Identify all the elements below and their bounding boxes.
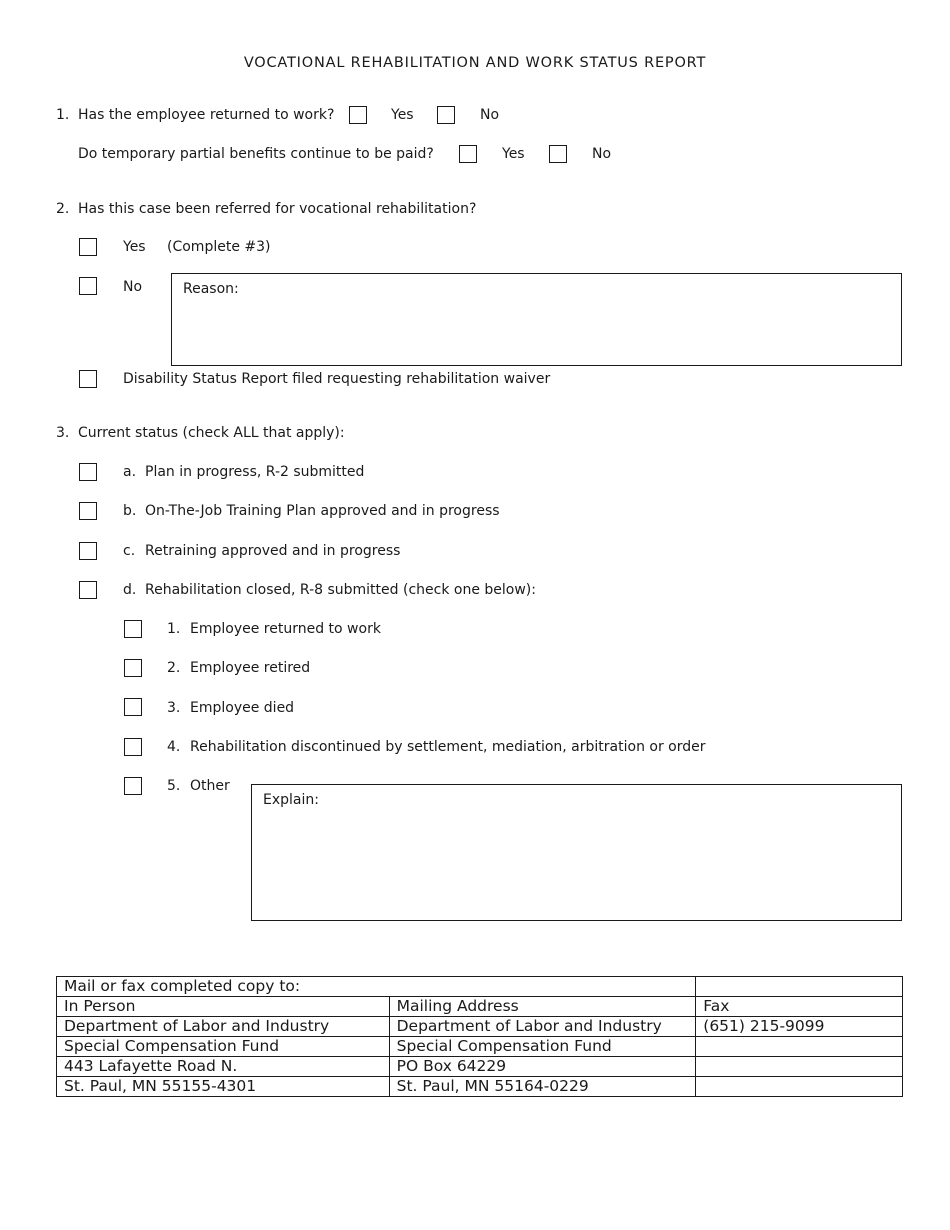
- q3b-checkbox[interactable]: [79, 502, 97, 520]
- q2-question: Has this case been referred for vocational rehabilitation?: [78, 201, 477, 217]
- table-cell: St. Paul, MN 55155-4301: [57, 1077, 390, 1097]
- q2-yes-note: (Complete #3): [167, 239, 271, 255]
- explain-label: Explain:: [263, 792, 319, 808]
- q2-no-label: No: [123, 279, 143, 295]
- q3d-sub2-num: 2.: [167, 660, 181, 676]
- q3d-sub4-checkbox[interactable]: [124, 738, 142, 756]
- q1-question: Has the employee returned to work?: [78, 107, 335, 123]
- q3d-sub3-num: 3.: [167, 700, 181, 716]
- q3d-sub1-num: 1.: [167, 621, 181, 637]
- q1-sub-yes-label: Yes: [502, 146, 525, 162]
- q2-no-checkbox[interactable]: [79, 277, 97, 295]
- q1-yes-label: Yes: [391, 107, 414, 123]
- q2-waiver-label: Disability Status Report filed requesting rehabilitation waiver: [123, 371, 551, 387]
- table-cell: (651) 215-9099: [696, 1017, 903, 1037]
- q3a-letter: a.: [123, 464, 137, 480]
- q3d-sub3-text: Employee died: [190, 700, 295, 716]
- table-row: [57, 1057, 903, 1077]
- q3a-text: Plan in progress, R-2 submitted: [145, 464, 365, 480]
- q1-no-label: No: [480, 107, 500, 123]
- q1-yes-checkbox[interactable]: [349, 106, 367, 124]
- q3d-text: Rehabilitation closed, R-8 submitted (check one below):: [145, 582, 536, 598]
- table-header-row: [57, 997, 903, 1017]
- q3-question: Current status (check ALL that apply):: [78, 425, 345, 441]
- table-heading-row: [57, 977, 903, 997]
- table-heading-empty-cell: [696, 977, 903, 997]
- table-cell: [696, 1037, 903, 1057]
- q3d-sub3-checkbox[interactable]: [124, 698, 142, 716]
- q1-sub-question: Do temporary partial benefits continue to be paid?: [78, 146, 434, 162]
- table-cell: 443 Lafayette Road N.: [57, 1057, 390, 1077]
- q3c-checkbox[interactable]: [79, 542, 97, 560]
- q3-number: 3.: [56, 425, 70, 441]
- table-cell: Department of Labor and Industry: [57, 1017, 390, 1037]
- q3c-text: Retraining approved and in progress: [145, 543, 401, 559]
- table-cell: Department of Labor and Industry: [389, 1017, 696, 1037]
- table-cell: Special Compensation Fund: [389, 1037, 696, 1057]
- q1-sub-no-checkbox[interactable]: [549, 145, 567, 163]
- q3d-sub5-num: 5.: [167, 778, 181, 794]
- table-cell: Special Compensation Fund: [57, 1037, 390, 1057]
- explain-textbox[interactable]: [251, 784, 902, 921]
- q3d-sub4-num: 4.: [167, 739, 181, 755]
- table-row: [57, 1037, 903, 1057]
- table-row: [57, 1017, 903, 1037]
- q3a-checkbox[interactable]: [79, 463, 97, 481]
- reason-label: Reason:: [183, 281, 239, 297]
- table-cell: PO Box 64229: [389, 1057, 696, 1077]
- q3c-letter: c.: [123, 543, 136, 559]
- q3b-letter: b.: [123, 503, 137, 519]
- q3d-checkbox[interactable]: [79, 581, 97, 599]
- q2-yes-checkbox[interactable]: [79, 238, 97, 256]
- q3d-sub1-checkbox[interactable]: [124, 620, 142, 638]
- table-cell: St. Paul, MN 55164-0229: [389, 1077, 696, 1097]
- table-cell: [696, 1077, 903, 1097]
- q2-waiver-checkbox[interactable]: [79, 370, 97, 388]
- q1-number: 1.: [56, 107, 70, 123]
- column-header: Fax: [696, 997, 903, 1017]
- column-header: Mailing Address: [389, 997, 696, 1017]
- form-title: VOCATIONAL REHABILITATION AND WORK STATUS REPORT: [243, 55, 707, 71]
- table-heading: Mail or fax completed copy to:: [57, 977, 696, 997]
- q3d-sub1-text: Employee returned to work: [190, 621, 381, 637]
- q2-number: 2.: [56, 201, 70, 217]
- mailing-info-table: [56, 976, 903, 1097]
- q2-yes-label: Yes: [123, 239, 146, 255]
- column-header: In Person: [57, 997, 390, 1017]
- q3d-sub4-text: Rehabilitation discontinued by settlement, mediation, arbitration or order: [190, 739, 706, 755]
- q1-sub-yes-checkbox[interactable]: [459, 145, 477, 163]
- q3d-sub2-checkbox[interactable]: [124, 659, 142, 677]
- q3b-text: On-The-Job Training Plan approved and in progress: [145, 503, 500, 519]
- q3d-sub5-checkbox[interactable]: [124, 777, 142, 795]
- table-row: [57, 1077, 903, 1097]
- q3d-sub5-text: Other: [190, 778, 230, 794]
- q3d-sub2-text: Employee retired: [190, 660, 311, 676]
- q1-no-checkbox[interactable]: [437, 106, 455, 124]
- reason-textbox[interactable]: [171, 273, 902, 366]
- table-cell: [696, 1057, 903, 1077]
- q1-sub-no-label: No: [592, 146, 612, 162]
- q3d-letter: d.: [123, 582, 137, 598]
